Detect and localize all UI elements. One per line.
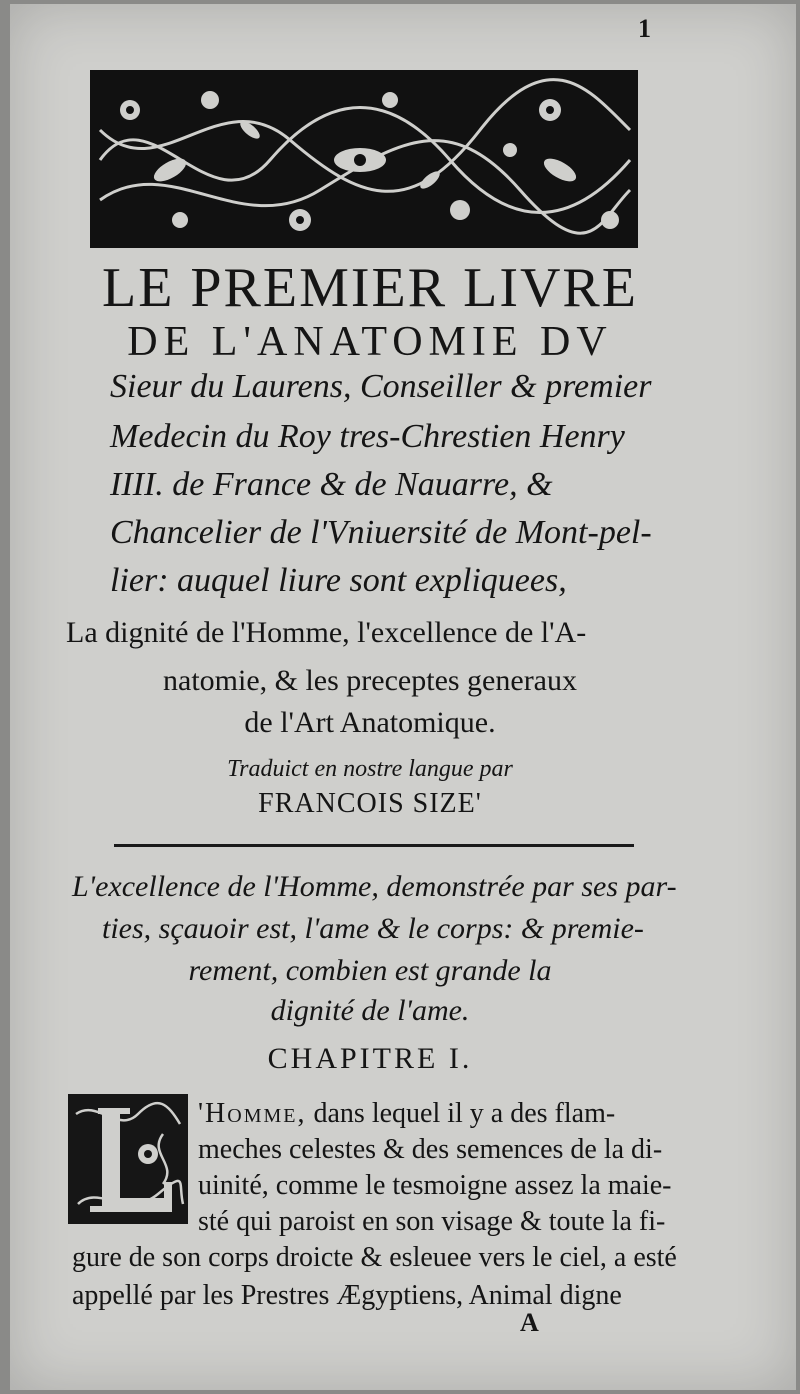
italic-title-line: Sieur du Laurens, Conseiller & premier	[110, 368, 652, 405]
chapter-heading-line: rement, combien est grande la	[188, 954, 552, 987]
chapter-heading-line: dignité de l'ame.	[270, 994, 470, 1027]
italic-title-line: Chancelier de l'Vniuersité de Mont-pel-	[110, 514, 652, 551]
italic-title-line: IIII. de France & de Nauarre, &	[110, 466, 553, 503]
decorated-initial-l	[68, 1094, 188, 1224]
contents-line: natomie, & les preceptes generaux	[163, 664, 577, 697]
title-line-2: DE L'ANATOMIE DV	[127, 319, 613, 365]
floral-ornament-headpiece	[90, 70, 638, 248]
translator-name: FRANCOIS SIZE'	[258, 788, 482, 819]
italic-title-line: lier: auquel liure sont expliquees,	[110, 562, 567, 599]
contents-line: de l'Art Anatomique.	[244, 706, 496, 739]
chapter-heading-line: L'excellence de l'Homme, demonstrée par ses par-	[72, 870, 677, 903]
body-text-line: sté qui paroist en son visage & toute la fi-	[198, 1206, 666, 1237]
contents-line: La dignité de l'Homme, l'excellence de l'A-	[66, 616, 587, 649]
chapter-heading-line: ties, sçauoir est, l'ame & le corps: & premie-	[102, 912, 644, 945]
body-text-line: 'Homme, dans lequel il y a des flam-	[198, 1098, 616, 1129]
body-text-line: gure de son corps droicte & esleuee vers le ciel, a esté	[72, 1242, 677, 1273]
body-text-line: meches celestes & des semences de la di-	[198, 1134, 663, 1165]
body-text-line: appellé par les Prestres Ægyptiens, Animal digne	[72, 1280, 622, 1311]
title-line-1: LE PREMIER LIVRE	[102, 257, 638, 319]
horizontal-rule	[114, 844, 634, 847]
italic-title-line: Medecin du Roy tres-Chrestien Henry	[110, 418, 625, 455]
page-number: 1	[638, 14, 651, 43]
signature-mark: A	[520, 1308, 539, 1337]
book-page	[10, 4, 796, 1390]
body-text-line: uinité, comme le tesmoigne assez la maie-	[198, 1170, 672, 1201]
body-first-word: 'Homme,	[198, 1098, 307, 1129]
chapter-number: CHAPITRE I.	[267, 1042, 473, 1075]
translated-by: Traduict en nostre langue par	[227, 756, 513, 782]
